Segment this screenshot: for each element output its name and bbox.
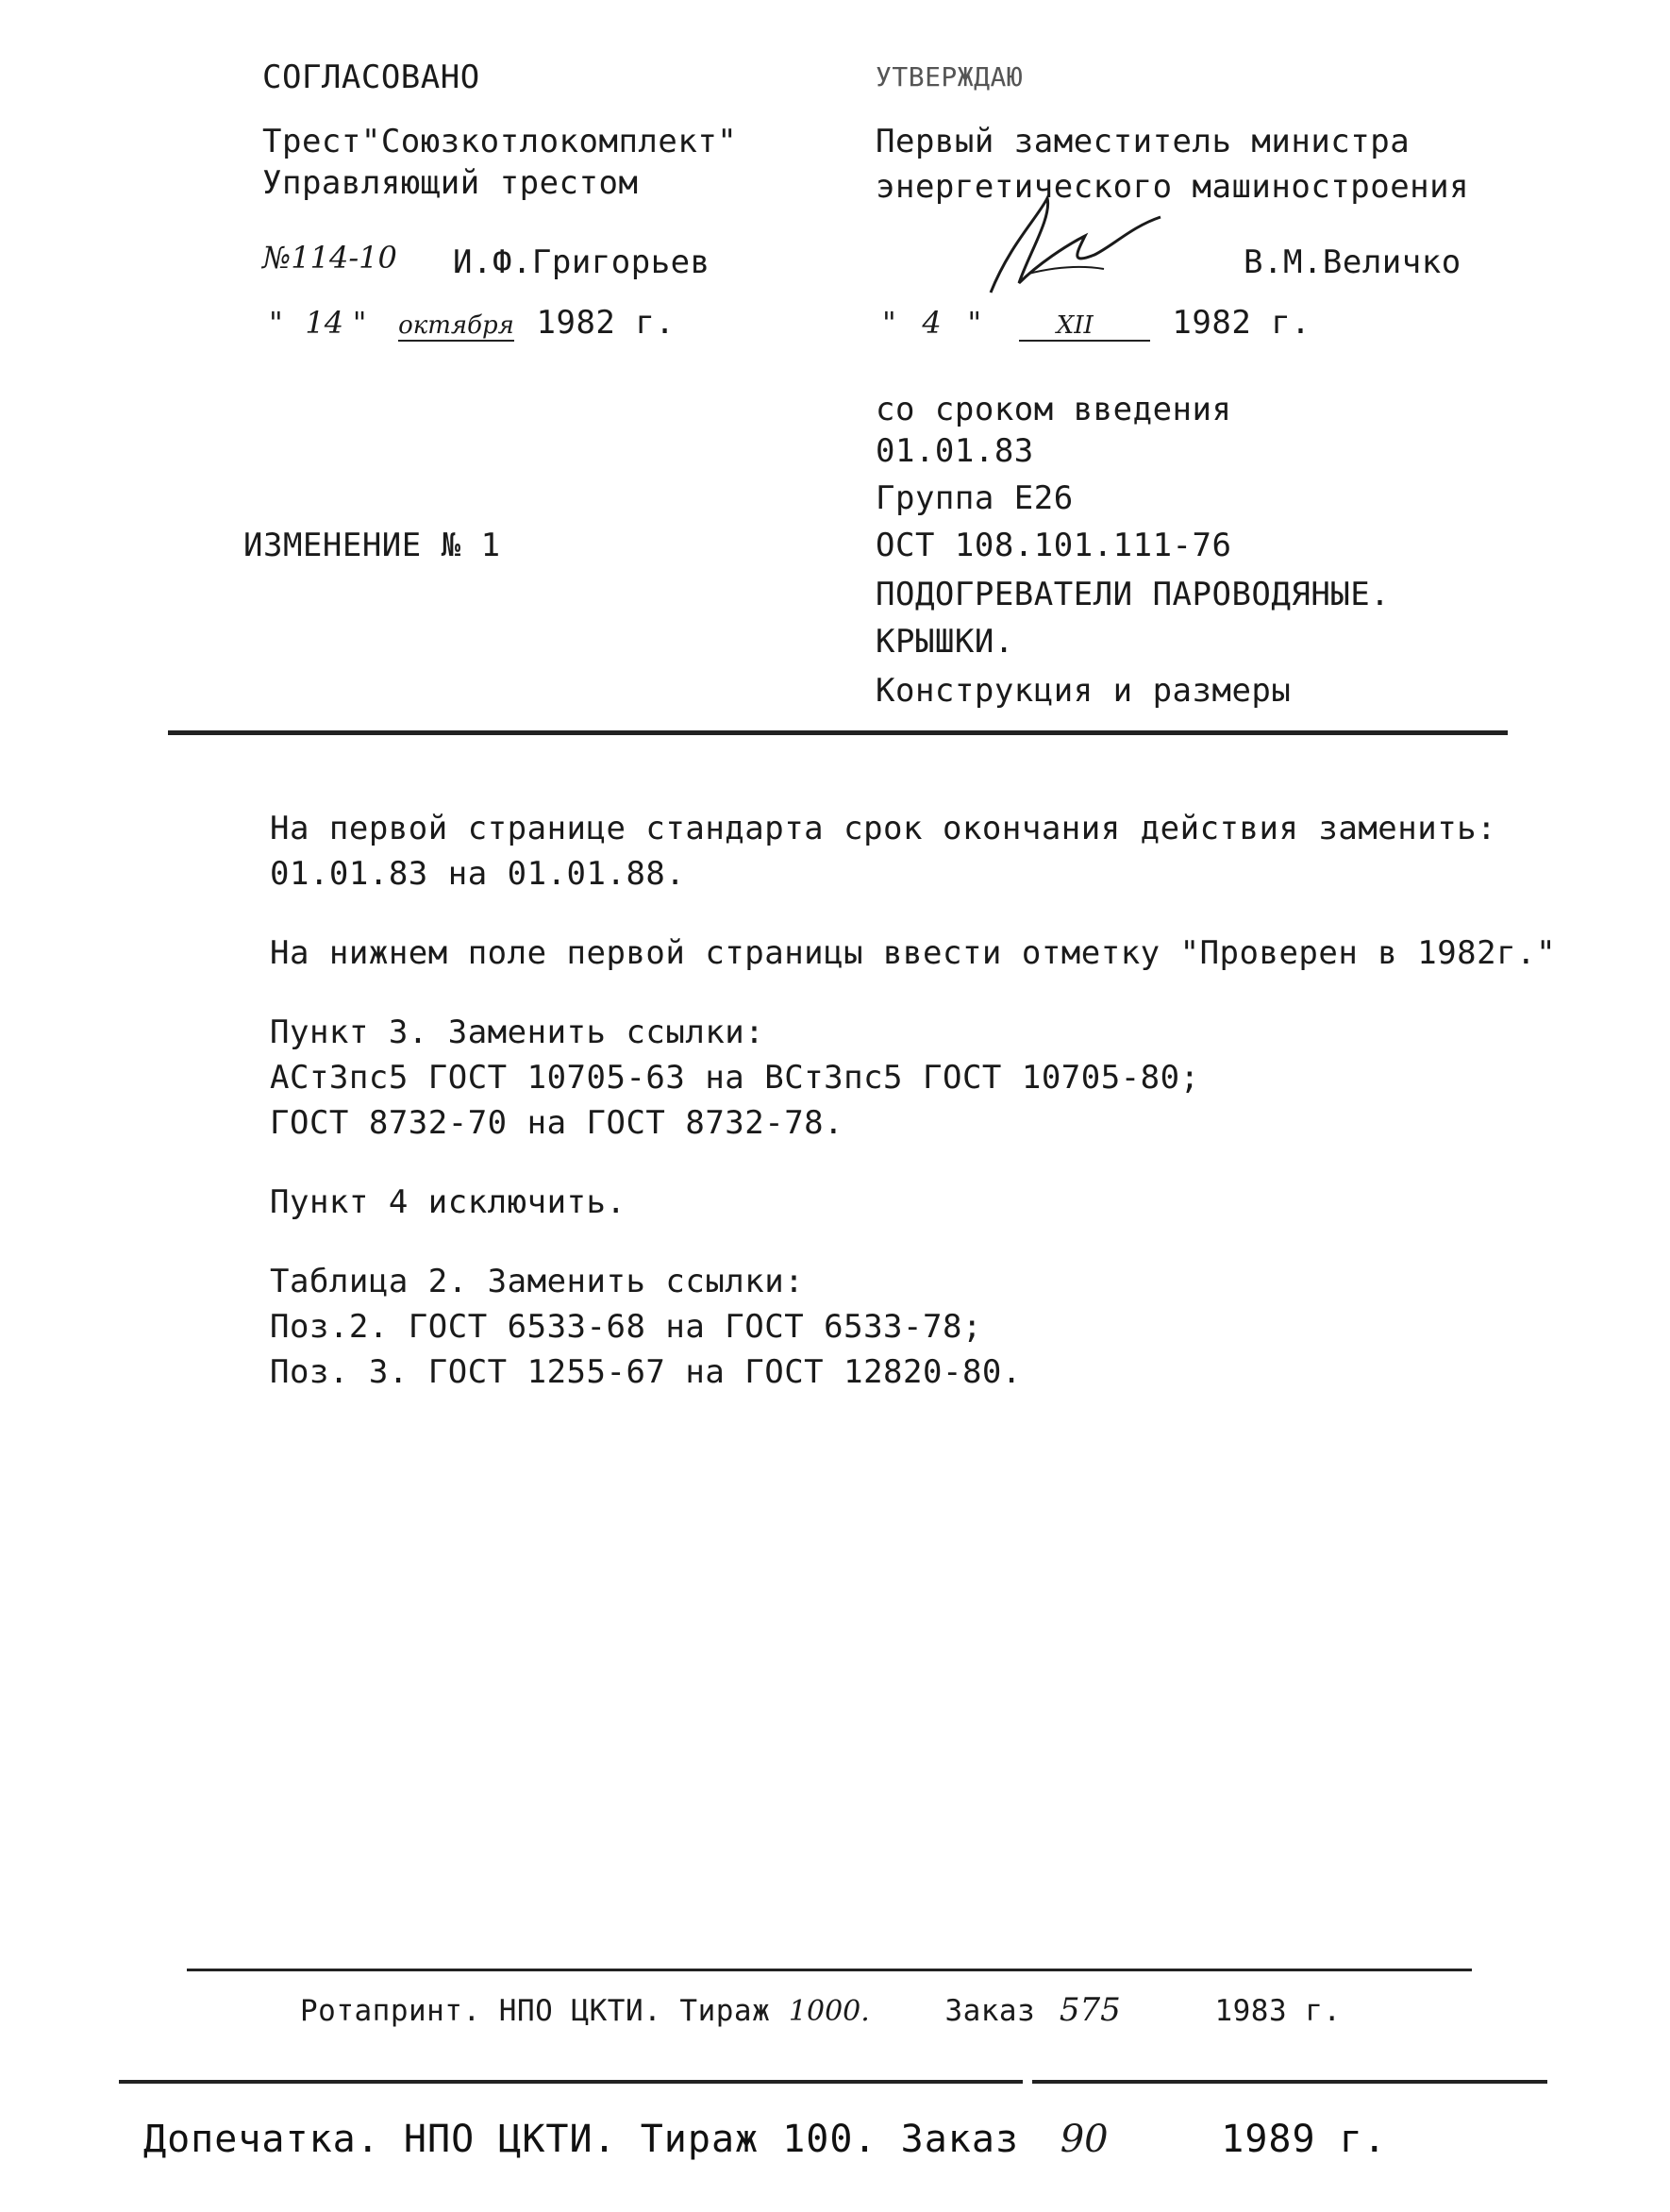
imprint1-order-label: Заказ [944, 1994, 1036, 2028]
paragraph-1-line1: На первой странице стандарта срок окончания действия заменить: [270, 810, 1497, 847]
imprint1-separator [187, 1969, 1472, 1971]
right-position-line2: энергетического машиностроения [876, 168, 1470, 206]
paragraph-4: Пункт 4 исключить. [270, 1183, 626, 1221]
paragraph-3-line3: ГОСТ 8732-70 на ГОСТ 8732-78. [270, 1104, 844, 1142]
right-date [882, 304, 1311, 342]
imprint1-order-number: 575 [1059, 1991, 1121, 2029]
effective-label: со сроком введения [876, 391, 1232, 428]
paragraph-5-line3: Поз. 3. ГОСТ 1255-67 на ГОСТ 12820-80. [270, 1353, 1022, 1391]
header-separator [168, 730, 1508, 735]
imprint2-separator-left [119, 2080, 1023, 2084]
imprint2-order-number: 90 [1060, 2118, 1109, 2161]
approved-right-label: УТВЕРЖДАЮ [876, 61, 1024, 92]
right-date-year: 1982 г. [1172, 304, 1311, 342]
left-signer: И.Ф.Григорьев [453, 243, 710, 281]
change-label: ИЗМЕНЕНИЕ № 1 [243, 527, 501, 564]
imprint1-text: Ротапринт. НПО ЦКТИ. Тираж [300, 1994, 771, 2028]
left-date-year: 1982 г. [536, 304, 676, 342]
imprint-1 [300, 1991, 1342, 2030]
title-line1: ПОДОГРЕВАТЕЛИ ПАРОВОДЯНЫЕ. [876, 576, 1391, 613]
paragraph-5-line1: Таблица 2. Заменить ссылки: [270, 1263, 805, 1300]
right-date-quote-open: " [882, 305, 896, 341]
right-date-quote-close: " [967, 305, 982, 341]
left-date [269, 304, 675, 342]
imprint2-separator-right [1032, 2080, 1547, 2084]
imprint1-year: 1983 г. [1214, 1994, 1342, 2028]
imprint2-year: 1989 г. [1221, 2118, 1387, 2161]
title-line2: КРЫШКИ. [876, 623, 1014, 661]
title-line3: Конструкция и размеры [876, 672, 1292, 710]
left-date-quote-close: " [352, 305, 367, 341]
signature-graphic [972, 189, 1189, 311]
left-number-handwritten: №114-10 [262, 240, 397, 276]
paragraph-1-line2: 01.01.83 на 01.01.88. [270, 855, 686, 893]
left-date-quote-open: " [269, 305, 283, 341]
paragraph-5-line2: Поз.2. ГОСТ 6533-68 на ГОСТ 6533-78; [270, 1308, 982, 1346]
imprint2-text: Допечатка. НПО ЦКТИ. Тираж 100. Заказ [143, 2118, 1020, 2161]
paragraph-2: На нижнем поле первой страницы ввести отметку "Проверен в 1982г." [270, 934, 1557, 972]
left-date-day: 14 [305, 305, 344, 341]
effective-date: 01.01.83 [876, 432, 1034, 470]
left-position: Управляющий трестом [262, 164, 639, 202]
right-position-line1: Первый заместитель министра [876, 123, 1411, 160]
standard-number: ОСТ 108.101.111-76 [876, 527, 1232, 564]
right-date-month: XII [1019, 311, 1150, 342]
paragraph-3-line2: АСт3пс5 ГОСТ 10705-63 на ВСт3пс5 ГОСТ 10705-80; [270, 1059, 1200, 1097]
imprint1-tirazh: 1000. [788, 1995, 870, 2028]
left-date-month: октября [398, 311, 514, 340]
approved-left-label: СОГЛАСОВАНО [262, 59, 480, 96]
paragraph-3-line1: Пункт 3. Заменить ссылки: [270, 1014, 765, 1051]
group: Группа Е26 [876, 479, 1074, 517]
imprint-2 [143, 2118, 1387, 2161]
right-date-day: 4 [922, 305, 942, 341]
left-org: Трест"Союзкотлокомплект" [262, 123, 738, 160]
right-signer: В.М.Величко [1244, 243, 1461, 281]
